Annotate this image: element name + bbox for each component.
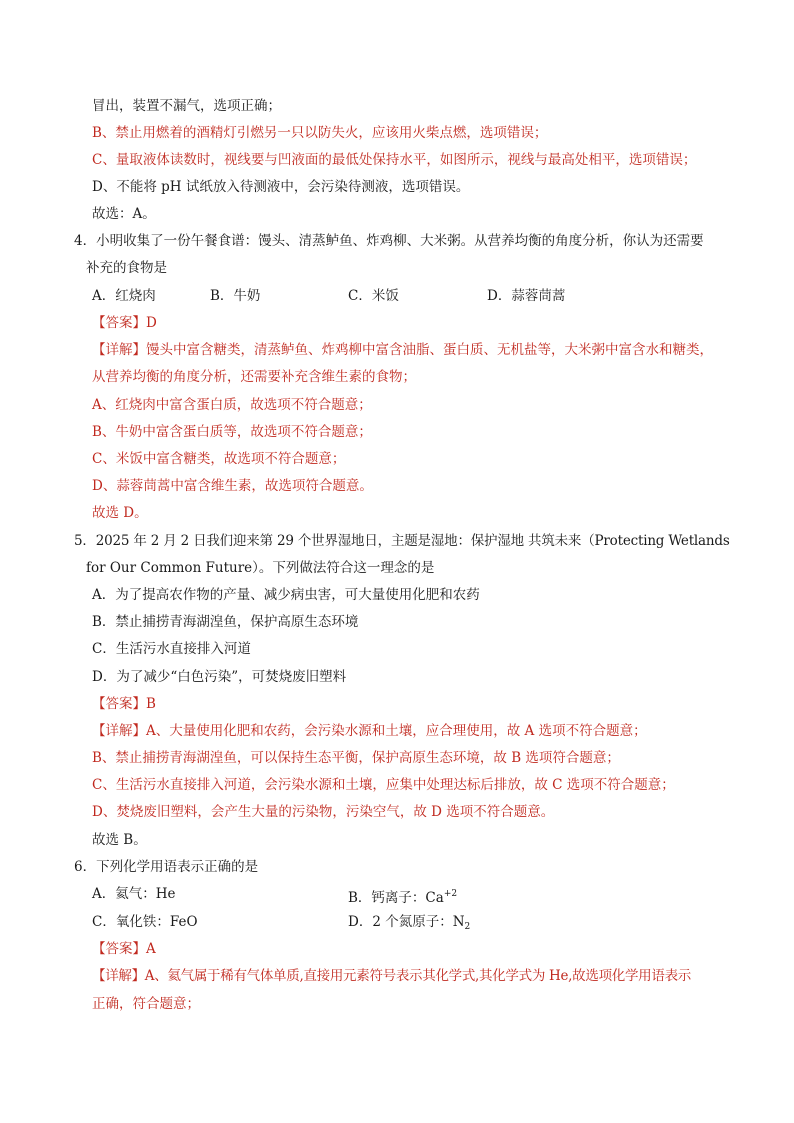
- q3-conclusion: 故选：A。: [92, 206, 156, 222]
- q4-conclusion: 故选 D。: [92, 505, 148, 521]
- q5-option-d: D．为了减少“白色污染”，可焚烧废旧塑料: [92, 669, 347, 685]
- q4-answer: 【答案】D: [92, 315, 157, 331]
- q4-analysis: 【详解】馒头中富含糖类，清蒸鲈鱼、炸鸡柳中富含油脂、蛋白质、无机盐等，大米粥中富含水和糖类，: [92, 342, 713, 358]
- q6-option-b-charge: +2: [443, 889, 458, 899]
- q6-option-b: [348, 885, 457, 907]
- q6-option-d-text: D．2 个氮原子：N: [348, 914, 465, 930]
- q5-analysis-c: C、生活污水直接排入河道，会污染水源和土壤，应集中处理达标后排放，故 C 选项不符合题意；: [92, 777, 675, 793]
- q5-answer: 【答案】B: [92, 696, 156, 712]
- q5-analysis-b: B、禁止捕捞青海湖湟鱼，可以保持生态平衡，保护高原生态环境，故 B 选项符合题意；: [92, 750, 620, 766]
- q4-analysis-b: B、牛奶中富含蛋白质等，故选项不符合题意；: [92, 424, 372, 440]
- q3-explanation-line: 冒出，装置不漏气，选项正确；: [92, 98, 281, 114]
- q4-stem-cont: 补充的食物是: [86, 260, 167, 276]
- q6-stem: 6．下列化学用语表示正确的是: [74, 859, 259, 875]
- q6-option-d: [348, 913, 470, 936]
- q6-option-c: C．氧化铁：FeO: [92, 914, 198, 930]
- q6-option-a: A．氦气：He: [92, 886, 176, 902]
- q5-stem-cont: for Our Common Future）。下列做法符合这一理念的是: [86, 560, 435, 576]
- q6-option-b-text: B．钙离子：Ca: [348, 890, 444, 906]
- q4-analysis-c: C、米饭中富含糖类，故选项不符合题意；: [92, 451, 346, 467]
- q4-stem: 4．小明收集了一份午餐食谱：馒头、清蒸鲈鱼、炸鸡柳、大米粥。从营养均衡的角度分析，你认为还需要: [74, 233, 704, 249]
- q4-analysis-d: D、蒜蓉茼蒿中富含维生素，故选项符合题意。: [92, 478, 373, 494]
- q5-analysis-d: D、焚烧废旧塑料，会产生大量的污染物，污染空气，故 D 选项不符合题意。: [92, 804, 555, 820]
- q6-analysis: 【详解】A、氦气属于稀有气体单质,直接用元素符号表示其化学式,其化学式为 He,故选项化学用语表示: [92, 968, 691, 984]
- q5-option-b: B．禁止捕捞青海湖湟鱼，保护高原生态环境: [92, 614, 359, 630]
- q6-analysis-cont: 正确，符合题意；: [92, 996, 200, 1012]
- q3-explanation-b: B、禁止用燃着的酒精灯引燃另一只以防失火，应该用火柴点燃，选项错误；: [92, 125, 548, 141]
- q6-option-d-subscript: 2: [464, 922, 471, 932]
- q5-stem: 5．2025 年 2 月 2 日我们迎来第 29 个世界湿地日，主题是湿地：保护湿地 共筑未来（Protecting Wetlands: [74, 533, 730, 549]
- q3-explanation-d: D、不能将 pH 试纸放入待测液中，会污染待测液，选项错误。: [92, 179, 470, 195]
- q4-analysis-cont: 从营养均衡的角度分析，还需要补充含维生素的食物；: [92, 369, 416, 385]
- q4-option-c: C．米饭: [348, 288, 399, 304]
- q4-analysis-a: A、红烧肉中富含蛋白质，故选项不符合题意；: [92, 397, 372, 413]
- q6-answer: 【答案】A: [92, 941, 156, 957]
- q4-option-b: B．牛奶: [210, 288, 261, 304]
- q5-conclusion: 故选 B。: [92, 832, 147, 848]
- q4-option-d: D．蒜蓉茼蒿: [487, 288, 566, 304]
- q5-option-c: C．生活污水直接排入河道: [92, 641, 251, 657]
- q5-analysis-a: 【详解】A、大量使用化肥和农药，会污染水源和土壤，应合理使用，故 A 选项不符合题意；: [92, 723, 647, 739]
- q4-option-a: A．红烧肉: [92, 288, 156, 304]
- q5-option-a: A．为了提高农作物的产量、减少病虫害，可大量使用化肥和农药: [92, 587, 480, 603]
- q3-explanation-c: C、量取液体读数时，视线要与凹液面的最低处保持水平，如图所示，视线与最高处相平，选项错误；: [92, 152, 697, 168]
